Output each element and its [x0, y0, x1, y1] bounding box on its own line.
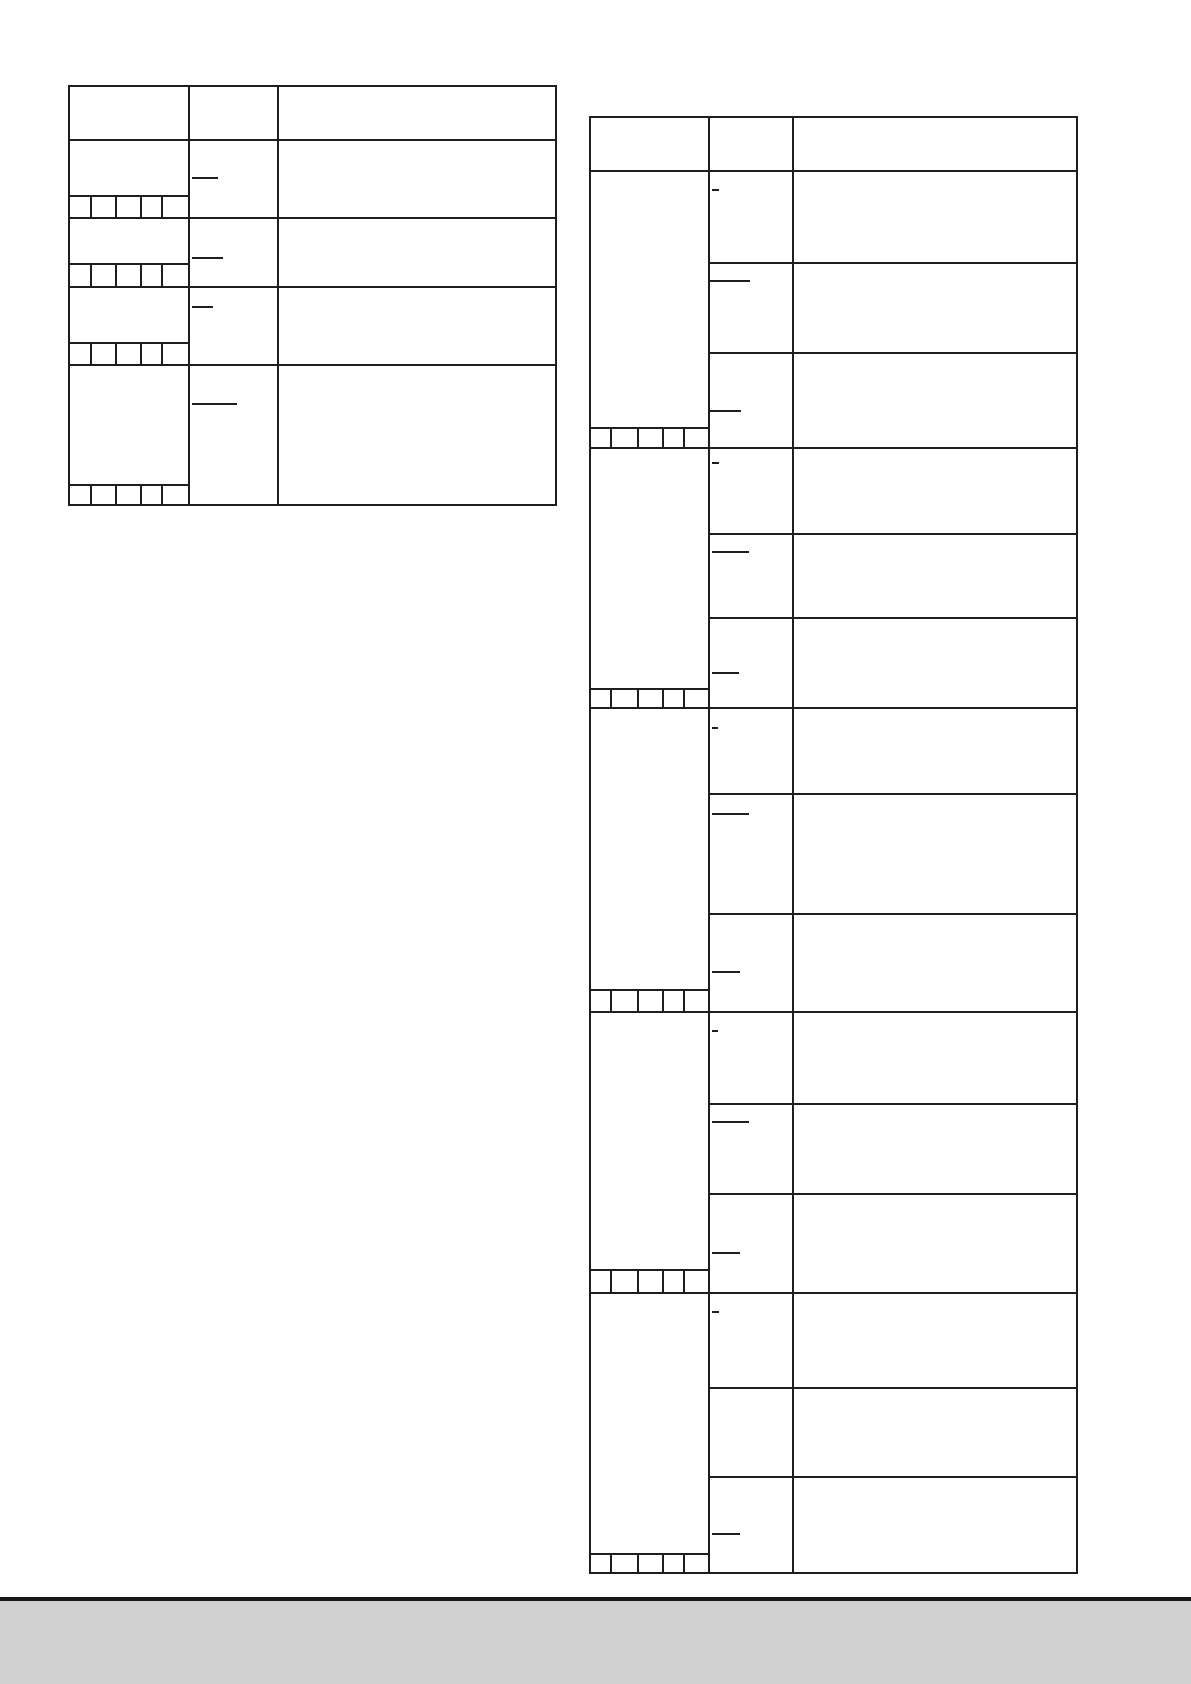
answer-box-divider — [662, 1553, 664, 1574]
answer-box-divider — [610, 1269, 612, 1292]
answer-box-divider — [683, 427, 685, 447]
row-border-line — [589, 707, 1078, 709]
row-border-line — [708, 1476, 1078, 1478]
blank-field-dash — [192, 306, 213, 308]
answer-box-divider — [662, 427, 664, 447]
answer-box-divider — [161, 195, 163, 217]
blank-field-dash — [712, 1252, 740, 1254]
answer-box-divider — [683, 1269, 685, 1292]
answer-box-divider — [610, 989, 612, 1011]
row-border-line — [68, 217, 557, 219]
column-divider-line — [188, 85, 190, 506]
column-divider-line — [277, 85, 279, 506]
blank-field-dash — [712, 189, 719, 191]
answer-box-divider — [683, 1553, 685, 1574]
answer-boxes-top-line — [589, 688, 708, 690]
row-border-line — [708, 352, 1078, 354]
answer-box-divider — [140, 484, 142, 506]
answer-box-divider — [637, 989, 639, 1011]
row-border-line — [708, 617, 1078, 619]
answer-boxes-top-line — [589, 1269, 708, 1271]
column-divider-line — [708, 116, 710, 1574]
row-border-line — [589, 447, 1078, 449]
answer-boxes-top-line — [68, 195, 188, 197]
blank-field-dash — [712, 727, 718, 729]
answer-box-divider — [637, 688, 639, 707]
answer-boxes-top-line — [68, 342, 188, 344]
answer-box-divider — [161, 263, 163, 286]
answer-box-divider — [115, 484, 117, 506]
answer-box-divider — [90, 342, 92, 364]
row-border-line — [708, 793, 1078, 795]
answer-boxes-top-line — [589, 989, 708, 991]
answer-boxes-top-line — [68, 263, 188, 265]
row-border-line — [589, 1292, 1078, 1294]
blank-field-dash — [712, 971, 740, 973]
column-divider-line — [792, 116, 794, 1574]
blank-field-dash — [712, 1311, 719, 1313]
right-table — [589, 116, 1078, 1574]
answer-box-divider — [115, 195, 117, 217]
blank-field-dash — [192, 403, 237, 405]
row-border-line — [589, 170, 1078, 172]
row-border-line — [708, 262, 1078, 264]
answer-box-divider — [115, 342, 117, 364]
answer-box-divider — [662, 1269, 664, 1292]
answer-box-divider — [115, 263, 117, 286]
answer-box-divider — [90, 263, 92, 286]
answer-box-divider — [683, 989, 685, 1011]
blank-field-dash — [712, 462, 719, 464]
blank-field-dash — [712, 672, 739, 674]
answer-box-divider — [637, 1553, 639, 1574]
row-border-line — [589, 1011, 1078, 1013]
blank-field-dash — [712, 813, 749, 815]
answer-box-divider — [637, 1269, 639, 1292]
answer-box-divider — [90, 195, 92, 217]
row-border-line — [68, 139, 557, 141]
answer-box-divider — [161, 342, 163, 364]
row-border-line — [68, 364, 557, 366]
blank-field-dash — [712, 551, 749, 553]
blank-field-dash — [192, 257, 223, 259]
row-border-line — [708, 1387, 1078, 1389]
blank-field-dash — [192, 177, 218, 179]
footer-band — [0, 1601, 1191, 1684]
answer-box-divider — [683, 688, 685, 707]
row-border-line — [68, 286, 557, 288]
answer-box-divider — [140, 263, 142, 286]
answer-box-divider — [140, 342, 142, 364]
blank-field-dash — [712, 1121, 749, 1123]
blank-field-dash — [712, 1533, 740, 1535]
row-border-line — [708, 913, 1078, 915]
row-border-line — [708, 1103, 1078, 1105]
row-border-line — [708, 1193, 1078, 1195]
answer-box-divider — [610, 427, 612, 447]
answer-boxes-top-line — [589, 427, 708, 429]
row-border-line — [708, 533, 1078, 535]
answer-box-divider — [610, 1553, 612, 1574]
answer-boxes-top-line — [68, 484, 188, 486]
answer-box-divider — [662, 688, 664, 707]
answer-box-divider — [610, 688, 612, 707]
blank-field-dash — [709, 410, 741, 412]
answer-box-divider — [140, 195, 142, 217]
left-table — [68, 85, 557, 506]
answer-box-divider — [90, 484, 92, 506]
answer-box-divider — [161, 484, 163, 506]
answer-boxes-top-line — [589, 1553, 708, 1555]
answer-box-divider — [662, 989, 664, 1011]
blank-field-dash — [712, 1030, 718, 1032]
answer-box-divider — [637, 427, 639, 447]
blank-field-dash — [710, 280, 750, 282]
